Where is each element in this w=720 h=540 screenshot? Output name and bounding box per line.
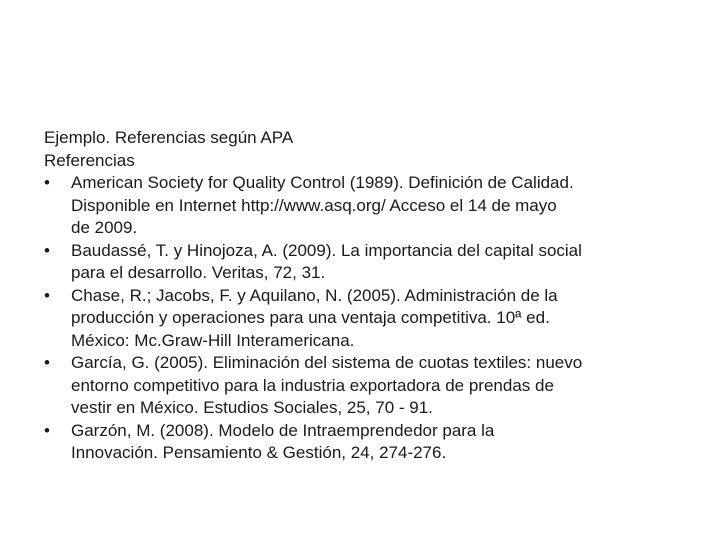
reference-line: Disponible en Internet http://www.asq.org/ Acceso el 14 de mayo	[71, 195, 557, 215]
reference-item	[44, 172, 684, 240]
reference-line: Innovación. Pensamiento & Gestión, 24, 274-276.	[71, 443, 447, 462]
bullet-icon: •	[44, 420, 50, 440]
slide-content	[44, 127, 684, 465]
reference-line: entorno competitivo para la industria exportadora de prendas de	[71, 375, 554, 395]
bullet-icon: •	[44, 285, 50, 305]
slide-title: Ejemplo. Referencias según APA	[44, 128, 294, 147]
reference-line: México: Mc.Graw-Hill Interamericana.	[71, 330, 355, 350]
reference-line: para el desarrollo. Veritas, 72, 31.	[71, 263, 326, 282]
reference-line: Garzón, M. (2008). Modelo de Intraemprendedor para la	[71, 420, 495, 440]
reference-line: producción y operaciones para una ventaja competitiva. 10ª ed.	[71, 308, 550, 327]
reference-line: Baudassé, T. y Hinojoza, A. (2009). La importancia del capital social	[71, 240, 582, 260]
reference-line: García, G. (2005). Eliminación del sistema de cuotas textiles: nuevo	[71, 353, 583, 372]
reference-line: American Society for Quality Control (1989). Definición de Calidad.	[71, 173, 574, 192]
bullet-icon: •	[44, 173, 50, 192]
reference-item	[44, 285, 684, 353]
reference-line: vestir en México. Estudios Sociales, 25, 70 - 91.	[71, 398, 433, 417]
reference-item	[44, 352, 684, 420]
reference-list	[44, 172, 684, 465]
reference-line: Chase, R.; Jacobs, F. y Aquilano, N. (2005). Administración de la	[71, 285, 558, 305]
reference-line: de 2009.	[71, 218, 138, 237]
reference-item	[44, 240, 684, 285]
bullet-icon: •	[44, 353, 50, 372]
section-heading: Referencias	[44, 150, 135, 170]
bullet-icon: •	[44, 240, 50, 260]
reference-item	[44, 420, 684, 465]
